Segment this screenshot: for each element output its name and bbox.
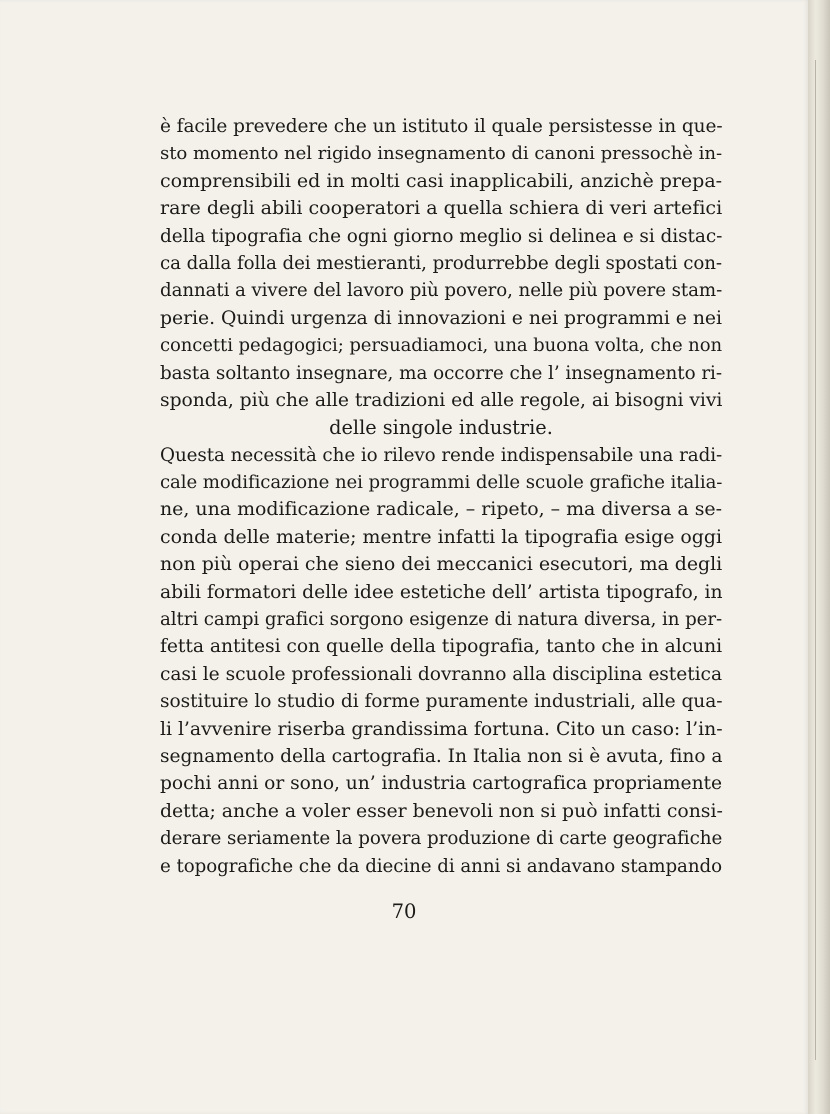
text-line: è facile prevedere che un istituto il quale persistesse in que- [160, 116, 723, 137]
text-line: e topografiche che da diecine di anni si andavano stampando [160, 855, 722, 877]
text-line: della tipografia che ogni giorno meglio si delinea e si distac- [160, 225, 723, 247]
text-line: ca dalla folla dei mestieranti, produrrebbe degli spostati con- [160, 252, 723, 274]
text-line: abili formatori delle idee estetiche dell’ artista tipografo, in [160, 581, 723, 603]
text-line: fetta antitesi con quelle della tipografia, tanto che in alcuni [160, 636, 723, 658]
text-line: altri campi grafici sorgono esigenze di natura diversa, in per- [160, 609, 723, 631]
page-edge-line [815, 60, 816, 1060]
text-line: derare seriamente la povera produzione di carte geografiche [160, 828, 723, 850]
text-line: conda delle materie; mentre infatti la tipografia esige oggi [160, 525, 722, 548]
text-line: segnamento della cartografia. In Italia non si è avuta, fino a [160, 745, 723, 767]
text-line: delle singole industrie. [329, 416, 553, 440]
text-line: non più operai che sieno dei meccanici esecutori, ma degli [160, 553, 723, 576]
text-line: casi le scuole professionali dovranno alla disciplina estetica [160, 663, 722, 685]
page-edge [808, 0, 830, 1114]
text-line: dannati a vivere del lavoro più povero, nelle più povere stam- [160, 280, 723, 302]
text-line: sto momento nel rigido insegnamento di canoni pressochè in- [160, 143, 722, 165]
text-line: rare degli abili cooperatori a quella schiera di veri artefici [160, 197, 723, 220]
text-line: sostituire lo studio di forme puramente industriali, alle qua- [160, 691, 723, 713]
text-line: li l’avvenire riserba grandissima fortuna. Cito un caso: l’in- [160, 718, 723, 740]
text-line: pochi anni or sono, un’ industria cartografica propriamente [160, 773, 722, 795]
text-line: detta; anche a voler esser benevoli non si può infatti consi- [160, 799, 723, 822]
text-line: perie. Quindi urgenza di innovazioni e nei programmi e nei [160, 307, 722, 329]
text-line: ne, una modificazione radicale, – ripeto, – ma diversa a se- [160, 498, 722, 521]
body-text [160, 113, 722, 880]
text-line: sponda, più che alle tradizioni ed alle regole, ai bisogni vivi [160, 389, 723, 411]
text-line: concetti pedagogici; persuadiamoci, una buona volta, che non [160, 335, 722, 357]
paragraph-2 [160, 442, 722, 880]
page-number: 70 [391, 900, 417, 923]
text-line: Questa necessità che io rilevo rende indispensabile una radi- [160, 444, 723, 466]
text-line: cale modificazione nei programmi delle scuole grafiche italia- [160, 472, 723, 494]
text-line: basta soltanto insegnare, ma occorre che l’ insegnamento ri- [160, 362, 722, 384]
paragraph-1 [160, 113, 722, 442]
text-line: comprensibili ed in molti casi inapplicabili, anzichè prepa- [160, 169, 723, 192]
